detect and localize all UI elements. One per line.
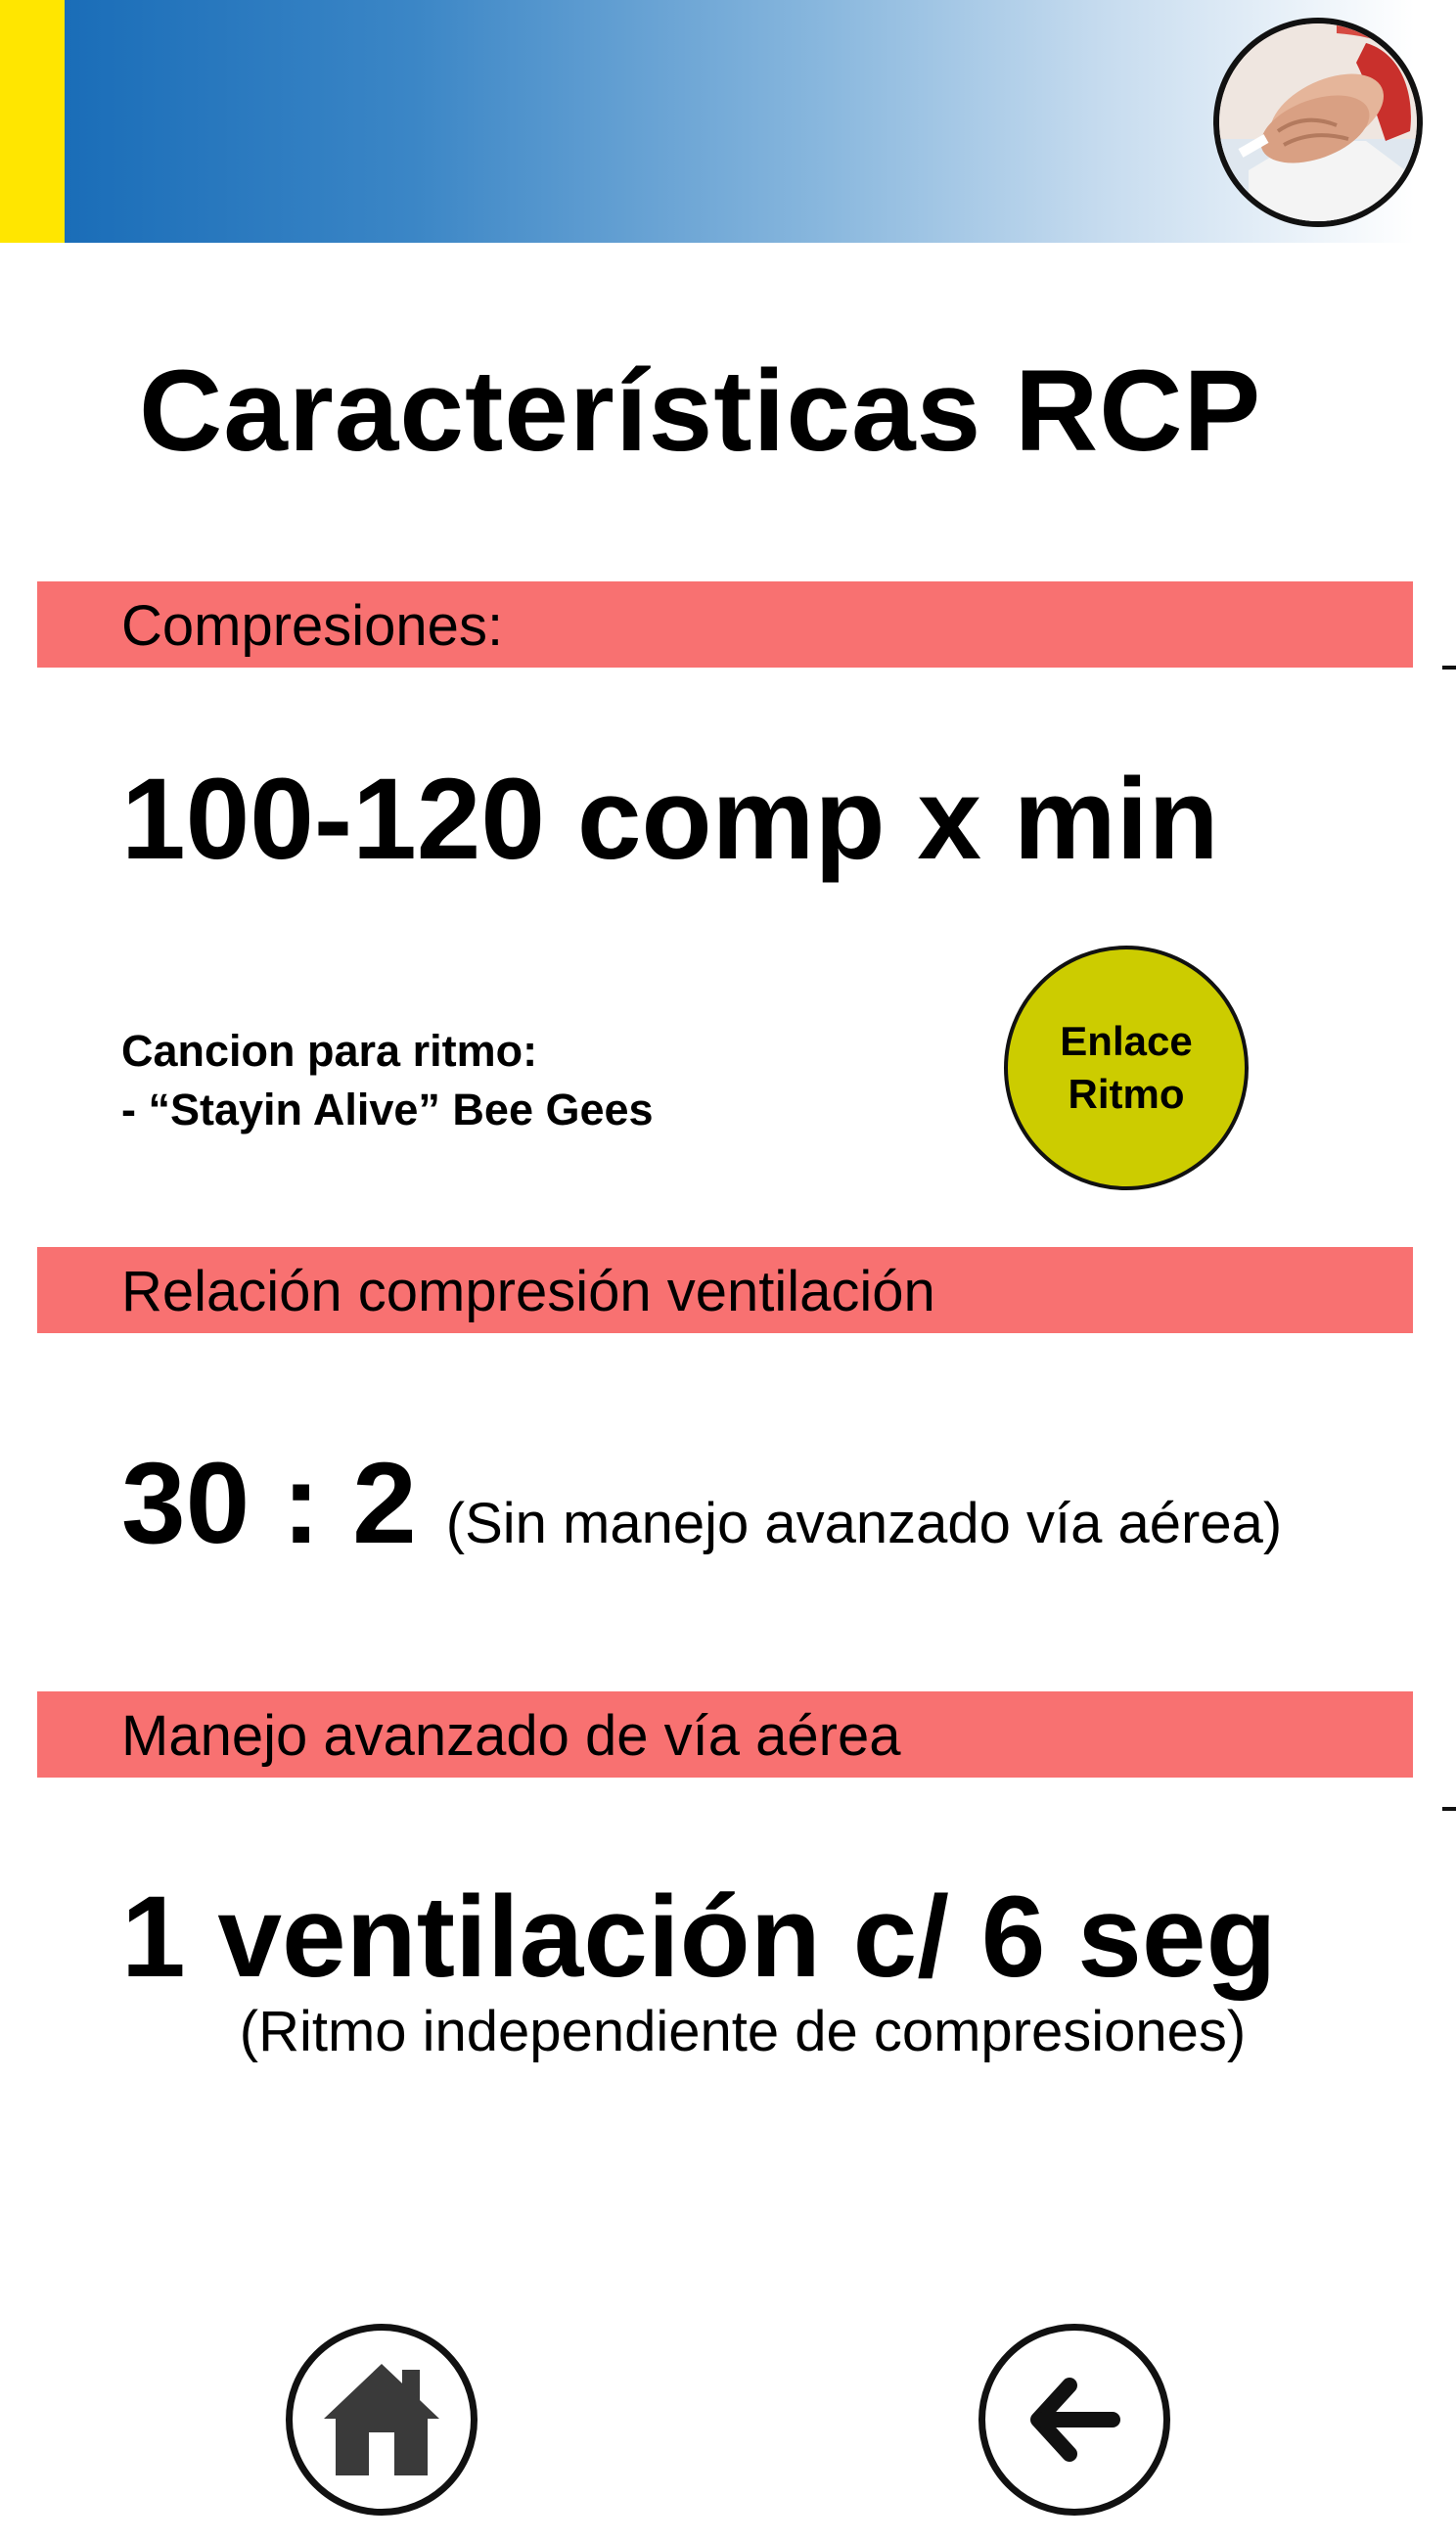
airway-ventilation-rate: 1 ventilación c/ 6 seg bbox=[121, 1873, 1277, 2002]
rhythm-link-button[interactable] bbox=[1004, 946, 1249, 1190]
rhythm-song-label: Cancion para ritmo: bbox=[121, 1026, 538, 1076]
arrow-left-icon bbox=[1011, 2356, 1138, 2483]
cpr-hands-icon bbox=[1213, 18, 1423, 227]
page-title: Características RCP bbox=[139, 347, 1262, 476]
rhythm-link-label-line2: Ritmo bbox=[1068, 1071, 1185, 1117]
compressions-section-header bbox=[37, 581, 1413, 668]
ratio-note: (Sin manejo avanzado vía aérea) bbox=[445, 1492, 1283, 1555]
header-accent-stripe bbox=[0, 0, 65, 243]
ratio-label: Relación compresión ventilación bbox=[121, 1260, 935, 1323]
header bbox=[0, 0, 1456, 243]
home-icon bbox=[318, 2356, 445, 2483]
airway-note: (Ritmo independiente de compresiones) bbox=[239, 2000, 1247, 2063]
ratio-row bbox=[121, 1437, 1282, 1570]
airway-note-wrapper bbox=[0, 1999, 1456, 2064]
compressions-label: Compresiones: bbox=[121, 594, 504, 658]
rhythm-link-label-line1: Enlace bbox=[1060, 1018, 1193, 1064]
edge-marker bbox=[1442, 666, 1456, 670]
rhythm-song-name: - “Stayin Alive” Bee Gees bbox=[121, 1085, 654, 1134]
airway-section-header bbox=[37, 1691, 1413, 1778]
edge-marker bbox=[1442, 1807, 1456, 1811]
airway-label: Manejo avanzado de vía aérea bbox=[121, 1704, 901, 1768]
back-button[interactable] bbox=[978, 2324, 1170, 2516]
ratio-value: 30 : 2 bbox=[121, 1439, 417, 1568]
ratio-section-header bbox=[37, 1247, 1413, 1333]
compressions-rate: 100-120 comp x min bbox=[121, 755, 1219, 884]
rhythm-song bbox=[121, 1022, 654, 1139]
home-button[interactable] bbox=[286, 2324, 478, 2516]
